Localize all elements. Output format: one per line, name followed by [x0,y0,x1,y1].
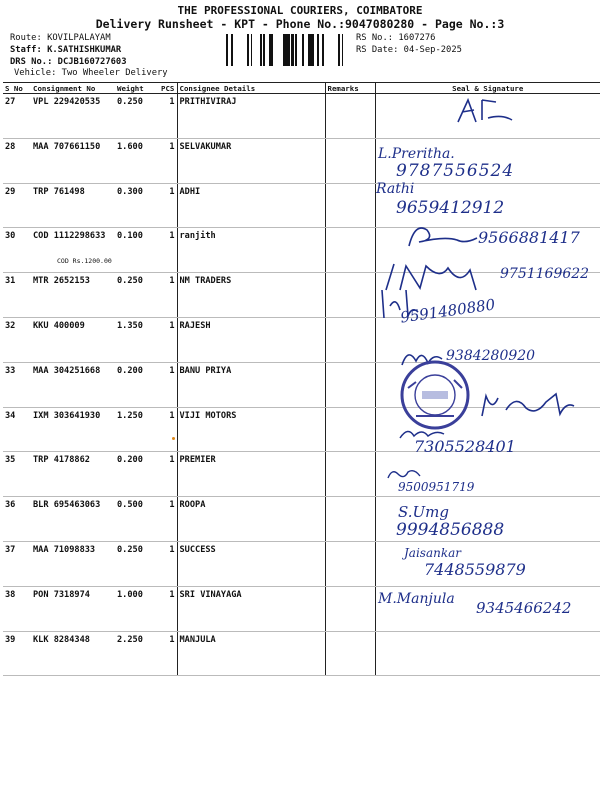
barcode-icon [226,34,350,66]
row-sno: 33 [3,362,31,407]
col-sno: S No [3,83,31,94]
row-weight: 0.200 [115,452,159,497]
row-pcs: 1 [159,362,177,407]
col-remarks: Remarks [325,83,375,94]
row-consignee: ROOPA [177,497,325,542]
row-remarks [325,94,375,139]
row-weight: 1.250 [115,407,159,452]
row-pcs: 1 [159,138,177,183]
row-weight: 1.600 [115,138,159,183]
row-sno: 28 [3,138,31,183]
row-pcs: 1 [159,541,177,586]
table-row [3,631,600,676]
table-row [3,183,600,228]
hand-phone-33: 9384280920 [446,348,536,364]
col-signature: Seal & Signature [375,83,600,94]
row-consignee: BANU PRIYA [177,362,325,407]
row-remarks [325,497,375,542]
row-sno: 27 [3,94,31,139]
vehicle-label: Vehicle: Two Wheeler Delivery [14,68,168,78]
row-pcs: 1 [159,497,177,542]
row-remarks [325,631,375,676]
row-pcs: 1 [159,273,177,318]
row-consignee: ADHI [177,183,325,228]
table-header-row [3,83,600,94]
row-consignment-no: COD 1112298633 COD Rs.1200.00 [31,228,115,273]
row-pcs: 1 [159,586,177,631]
row-consignment-no: PON 7318974 [31,586,115,631]
row-consignment-no: MTR 2652153 [31,273,115,318]
row-pcs: 1 [159,452,177,497]
row-remarks [325,183,375,228]
rs-number: RS No.: 1607276 [356,33,436,43]
hand-phone-39: 9345466242 [476,599,572,617]
row-sno: 38 [3,586,31,631]
row-weight: 0.500 [115,497,159,542]
row-consignment-no: TRP 761498 [31,183,115,228]
hand-name-28: L.Preritha. [378,146,455,162]
row-consignee: SRI VINAYAGA [177,586,325,631]
row-sno: 30 [3,228,31,273]
row-remarks [325,228,375,273]
hand-phone-37: 9994856888 [396,520,505,540]
row-remarks [325,541,375,586]
row-weight: 0.200 [115,362,159,407]
row-consignment-no: KLK 8284348 [31,631,115,676]
row-weight: 0.250 [115,273,159,318]
row-pcs: 1 [159,228,177,273]
table-row [3,497,600,542]
row-consignment-no: MAA 71098833 [31,541,115,586]
row-consignee: MANJULA [177,631,325,676]
hand-phone-28: 9787556524 [396,161,515,181]
hand-phone-32: 9591480880 [399,295,497,327]
row-sno: 34 [3,407,31,452]
ink-dot [172,437,175,440]
hand-phone-29: 9659412912 [396,198,505,218]
hand-name-38: Jaisankar [404,546,462,560]
hand-phone-30: 9566881417 [478,228,580,247]
row-weight: 1.000 [115,586,159,631]
hand-phone-35: 7305528401 [414,437,516,456]
row-pcs: 1 [159,94,177,139]
row-consignment-no: KKU 400009 [31,317,115,362]
row-sno: 32 [3,317,31,362]
row-remarks [325,138,375,183]
row-consignment-no: BLR 695463063 [31,497,115,542]
row-signature [375,631,600,676]
row-weight: 0.100 [115,228,159,273]
hand-phone-36: 9500951719 [398,480,475,494]
row-consignment-no: MAA 304251668 [31,362,115,407]
row-consignment-no: VPL 229420535 [31,94,115,139]
cod-amount-note: COD Rs.1200.00 [57,257,112,266]
row-sno: 35 [3,452,31,497]
row-consignee: PRITHIVIRAJ [177,94,325,139]
row-remarks [325,273,375,318]
row-pcs: 1 [159,407,177,452]
row-sno: 37 [3,541,31,586]
drs-number: DRS No.: DCJB160727603 [10,57,127,67]
row-weight: 0.300 [115,183,159,228]
staff-label: Staff: K.SATHISHKUMAR [10,45,122,55]
row-weight: 2.250 [115,631,159,676]
row-weight: 0.250 [115,541,159,586]
row-remarks [325,362,375,407]
hand-name-29: Rathi [376,181,415,197]
col-weight: Weight [115,83,159,94]
row-consignment-no: IXM 303641930 [31,407,115,452]
row-sno: 36 [3,497,31,542]
company-title: THE PROFESSIONAL COURIERS, COIMBATORE [177,4,423,17]
row-sno: 39 [3,631,31,676]
runsheet-subtitle: Delivery Runsheet - KPT - Phone No.:9047080280 - Page No.:3 [95,17,505,31]
rs-date: RS Date: 04-Sep-2025 [356,45,462,55]
row-consignee: ranjith [177,228,325,273]
row-weight: 0.250 [115,94,159,139]
signature-mark [452,96,522,135]
seal-stamp-icon [398,358,472,432]
hand-name-37: S.Umg [398,503,449,521]
row-remarks [325,407,375,452]
col-pcs: PCS [159,83,177,94]
row-sno: 31 [3,273,31,318]
row-consignment-no: TRP 4178862 [31,452,115,497]
row-sno: 29 [3,183,31,228]
hand-name-39: M.Manjula [378,591,455,607]
hand-phone-31: 9751169622 [500,266,590,282]
table-row [3,452,600,497]
signature-mark [405,220,481,254]
hand-phone-38: 7448559879 [424,560,526,579]
route-label: Route: KOVILPALAYAM [10,33,111,43]
row-consignment-no: MAA 707661150 [31,138,115,183]
signature-mark [476,390,576,424]
row-remarks [325,586,375,631]
row-consignee: VIJI MOTORS [177,407,325,452]
row-remarks [325,452,375,497]
row-consignee: NM TRADERS [177,273,325,318]
row-pcs: 1 [159,317,177,362]
col-consignment: Consignment No [31,83,115,94]
row-pcs: 1 [159,631,177,676]
row-consignee: SELVAKUMAR [177,138,325,183]
col-consignee: Consignee Details [177,83,325,94]
row-pcs: 1 [159,183,177,228]
row-consignee: PREMIER [177,452,325,497]
row-remarks [325,317,375,362]
row-weight: 1.350 [115,317,159,362]
row-consignee: RAJESH [177,317,325,362]
row-consignee: SUCCESS [177,541,325,586]
